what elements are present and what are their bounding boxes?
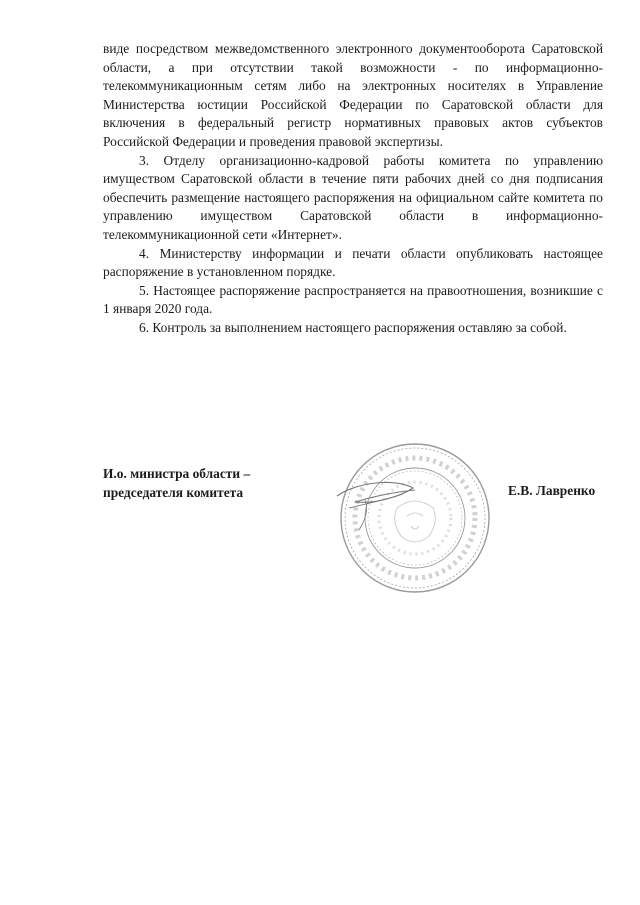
paragraph-item-5: 5. Настоящее распоряжение распространяется на правоотношения, возникшие с 1 января 2020 года. [103,282,603,317]
paragraph-item-4: 4. Министерству информации и печати области опубликовать настоящее распоряжение в установленном порядке. [103,245,603,280]
paragraph-item-3: 3. Отделу организационно-кадровой работы комитета по управлению имуществом Саратовской области в течение пяти рабочих дней со дня подписания обеспечить размещение настоящего распоряжения на официальном сайте комитета по управлению имуществом Саратовской области в информационно-телекоммуникационной сети «Интернет». [103,152,603,242]
document-body [103,40,603,338]
signatory-name: Е.В. Лавренко [508,483,596,498]
signatory-position-line1: И.о. министра области – [103,466,251,481]
signatory-position-line2: председателя комитета [103,485,244,500]
paragraph-continuation: виде посредством межведомственного электронного документооборота Саратовской области, а при отсутствии такой возможности - по информационно-телекоммуникационным сетям либо на электронных носителях в Управление Министерства юстиции Российской Федерации по Саратовской области для включения в федеральный регистр нормативных правовых актов субъектов Российской Федерации и проведения правовой экспертизы. [103,41,603,149]
official-seal-stamp [335,438,495,598]
paragraph-item-6: 6. Контроль за выполнением настоящего распоряжения оставляю за собой. [139,319,567,335]
signatory-position [103,464,250,502]
